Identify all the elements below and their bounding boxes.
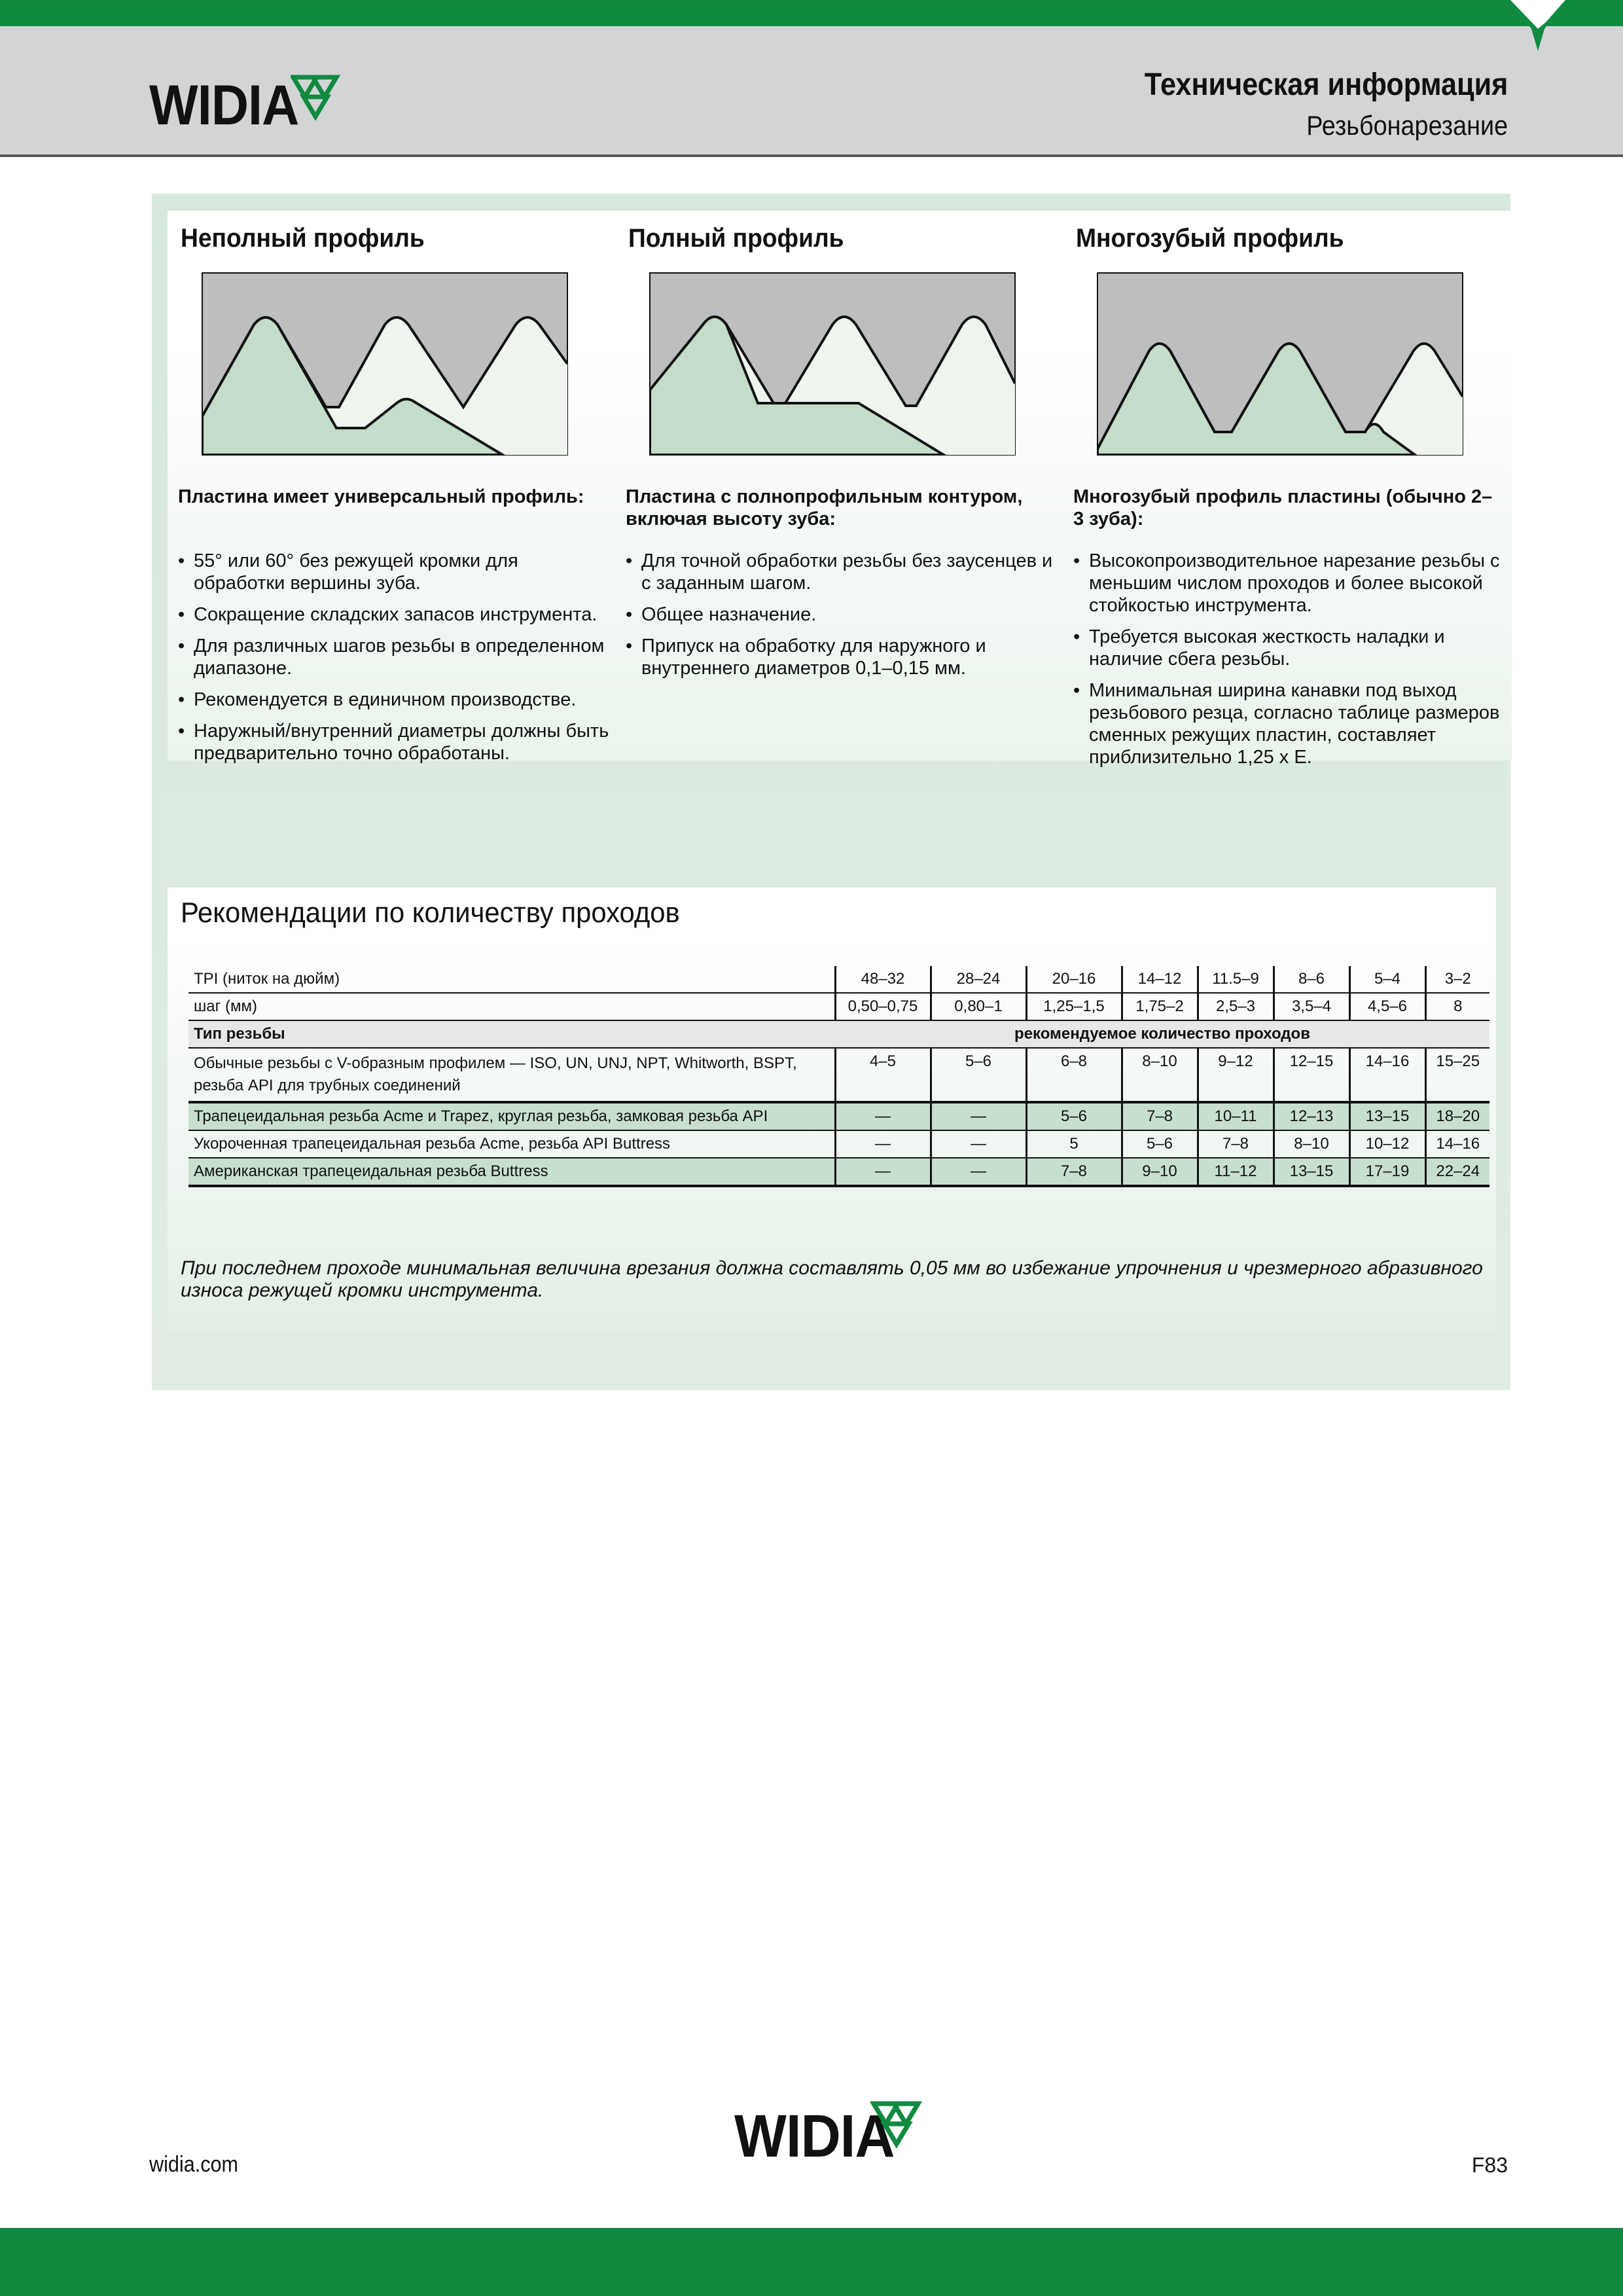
corner-notch-icon	[1505, 0, 1571, 52]
tpi-cell: 3–2	[1425, 966, 1489, 993]
card-bullets	[1073, 550, 1509, 778]
passes-cell: 6–8	[1026, 1048, 1122, 1102]
table-row	[188, 1130, 1489, 1158]
list-item: • Высокопроизводительное нарезание резьбы с меньшим числом проходов и более высокой стойкостью инструмента.	[1073, 550, 1509, 617]
passes-cell: 5–6	[1122, 1130, 1198, 1158]
pitch-cell: 1,25–1,5	[1026, 993, 1122, 1020]
thread-type-name: Американская трапецеидальная резьба Buttress	[188, 1158, 835, 1186]
pitch-cell: 8	[1425, 993, 1489, 1020]
footer-logo	[734, 2103, 931, 2172]
passes-cell: 10–11	[1198, 1102, 1274, 1130]
tpi-cell: 48–32	[835, 966, 931, 993]
list-item: • Наружный/внутренний диаметры должны быть предварительно точно обработаны.	[178, 720, 614, 764]
passes-cell: 12–15	[1274, 1048, 1349, 1102]
pitch-cell: 2,5–3	[1198, 993, 1274, 1020]
list-item: • Для точной обработки резьбы без заусенцев и с заданным шагом.	[626, 550, 1061, 594]
pitch-cell: 1,75–2	[1122, 993, 1198, 1020]
tpi-cell: 8–6	[1274, 966, 1349, 993]
tpi-cell: 5–4	[1349, 966, 1425, 993]
logo-wordmark: WIDIA	[734, 2103, 895, 2170]
pitch-cell: 0,80–1	[931, 993, 1026, 1020]
profile-card-multi	[1063, 211, 1512, 768]
passes-cell: 5	[1026, 1130, 1122, 1158]
pitch-cell: 0,50–0,75	[835, 993, 931, 1020]
list-item: • Общее назначение.	[626, 603, 1061, 626]
passes-cell: 9–10	[1122, 1158, 1198, 1186]
logo-triangles-icon	[870, 2101, 925, 2148]
card-lead: Многозубый профиль пластины (обычно 2–3 зуба):	[1073, 486, 1493, 529]
table-row	[188, 1102, 1489, 1130]
header-subtitle: Резьбонарезание	[1306, 110, 1508, 141]
card-title: Полный профиль	[628, 224, 844, 253]
card-title: Многозубый профиль	[1076, 224, 1344, 253]
thread-type-name: Укороченная трапецеидальная резьба Acme, резьба API Buttress	[188, 1130, 835, 1158]
pitch-cell: 3,5–4	[1274, 993, 1349, 1020]
tpi-cell: 20–16	[1026, 966, 1122, 993]
top-green-bar	[0, 0, 1623, 26]
passes-cell: 10–12	[1349, 1130, 1425, 1158]
passes-cell: 8–10	[1274, 1130, 1349, 1158]
profile-card-partial	[168, 211, 616, 764]
pitch-cell: 4,5–6	[1349, 993, 1425, 1020]
list-item: • 55° или 60° без режущей кромки для обработки вершины зуба.	[178, 550, 614, 594]
passes-cell: 11–12	[1198, 1158, 1274, 1186]
passes-cell: —	[931, 1130, 1026, 1158]
passes-cell: 4–5	[835, 1048, 931, 1102]
list-item: • Рекомендуется в единичном производстве.	[178, 689, 614, 711]
thread-type-name: Трапецеидальная резьба Acme и Trapez, круглая резьба, замковая резьба API	[188, 1102, 835, 1130]
passes-cell: 17–19	[1349, 1158, 1425, 1186]
thread-type-name: Обычные резьбы с V-образным профилем — ISO, UN, UNJ, NPT, Whitworth, BSPT, резьба API для трубных соединений	[188, 1048, 835, 1102]
full-profile-diagram	[649, 272, 1016, 456]
passes-cell: 15–25	[1425, 1048, 1489, 1102]
list-item: • Требуется высокая жесткость наладки и наличие сбега резьбы.	[1073, 626, 1509, 670]
page-header	[0, 26, 1623, 157]
bottom-green-bar	[0, 2228, 1623, 2296]
passes-cell: —	[931, 1102, 1026, 1130]
passes-cell: 14–16	[1425, 1130, 1489, 1158]
passes-cell: 14–16	[1349, 1048, 1425, 1102]
passes-cell: —	[835, 1158, 931, 1186]
section-title: Рекомендации по количеству проходов	[181, 897, 680, 929]
partial-profile-diagram	[202, 272, 568, 456]
passes-cell: 8–10	[1122, 1048, 1198, 1102]
table-row	[188, 1158, 1489, 1186]
passes-cell: 13–15	[1274, 1158, 1349, 1186]
footer-website-link[interactable]: widia.com	[149, 2152, 239, 2177]
card-title: Неполный профиль	[181, 224, 425, 253]
passes-cell: 12–13	[1274, 1102, 1349, 1130]
list-item: • Минимальная ширина канавки под выход резьбового резца, согласно таблице размеров сменных режущих пластин, составляет приблизительно 1,25 x E.	[1073, 679, 1509, 768]
logo-wordmark: WIDIA	[149, 74, 299, 137]
passes-cell: 5–6	[1026, 1102, 1122, 1130]
passes-cell: 7–8	[1026, 1158, 1122, 1186]
passes-table	[188, 966, 1489, 1187]
passes-cell: —	[835, 1130, 931, 1158]
tpi-cell: 28–24	[931, 966, 1026, 993]
passes-cell: 9–12	[1198, 1048, 1274, 1102]
tpi-label: TPI (ниток на дюйм)	[188, 966, 835, 993]
page-number: F83	[1471, 2153, 1508, 2177]
passes-header: рекомендуемое количество проходов	[835, 1020, 1489, 1048]
list-item: • Припуск на обработку для наружного и внутреннего диаметров 0,1–0,15 мм.	[626, 635, 1061, 679]
tpi-cell: 14–12	[1122, 966, 1198, 993]
table-row	[188, 1048, 1489, 1102]
passes-cell: 18–20	[1425, 1102, 1489, 1130]
passes-cell: 13–15	[1349, 1102, 1425, 1130]
passes-cell: —	[835, 1102, 931, 1130]
card-bullets	[626, 550, 1061, 689]
card-lead: Пластина с полнопрофильным контуром, включая высоту зуба:	[626, 486, 1023, 529]
profile-card-full	[615, 211, 1064, 761]
list-item: • Для различных шагов резьбы в определенном диапазоне.	[178, 635, 614, 679]
passes-recommendations	[168, 888, 1496, 1333]
header-title: Техническая информация	[1144, 67, 1508, 102]
pitch-label: шаг (мм)	[188, 993, 835, 1020]
card-lead: Пластина имеет универсальный профиль:	[178, 486, 584, 507]
multi-tooth-profile-diagram	[1097, 272, 1463, 456]
passes-cell: 7–8	[1122, 1102, 1198, 1130]
header-logo	[149, 74, 346, 137]
tpi-cell: 11.5–9	[1198, 966, 1274, 993]
passes-note: При последнем проходе минимальная величина врезания должна составлять 0,05 мм во избежание упрочнения и чрезмерного абразивного износа режущей кромки инструмента.	[181, 1257, 1483, 1301]
passes-cell: 7–8	[1198, 1130, 1274, 1158]
card-bullets	[178, 550, 614, 774]
passes-cell: 22–24	[1425, 1158, 1489, 1186]
thread-type-header: Тип резьбы	[188, 1020, 835, 1048]
list-item: • Сокращение складских запасов инструмента.	[178, 603, 614, 626]
passes-cell: 5–6	[931, 1048, 1026, 1102]
passes-cell: —	[931, 1158, 1026, 1186]
logo-triangles-icon	[291, 75, 343, 120]
